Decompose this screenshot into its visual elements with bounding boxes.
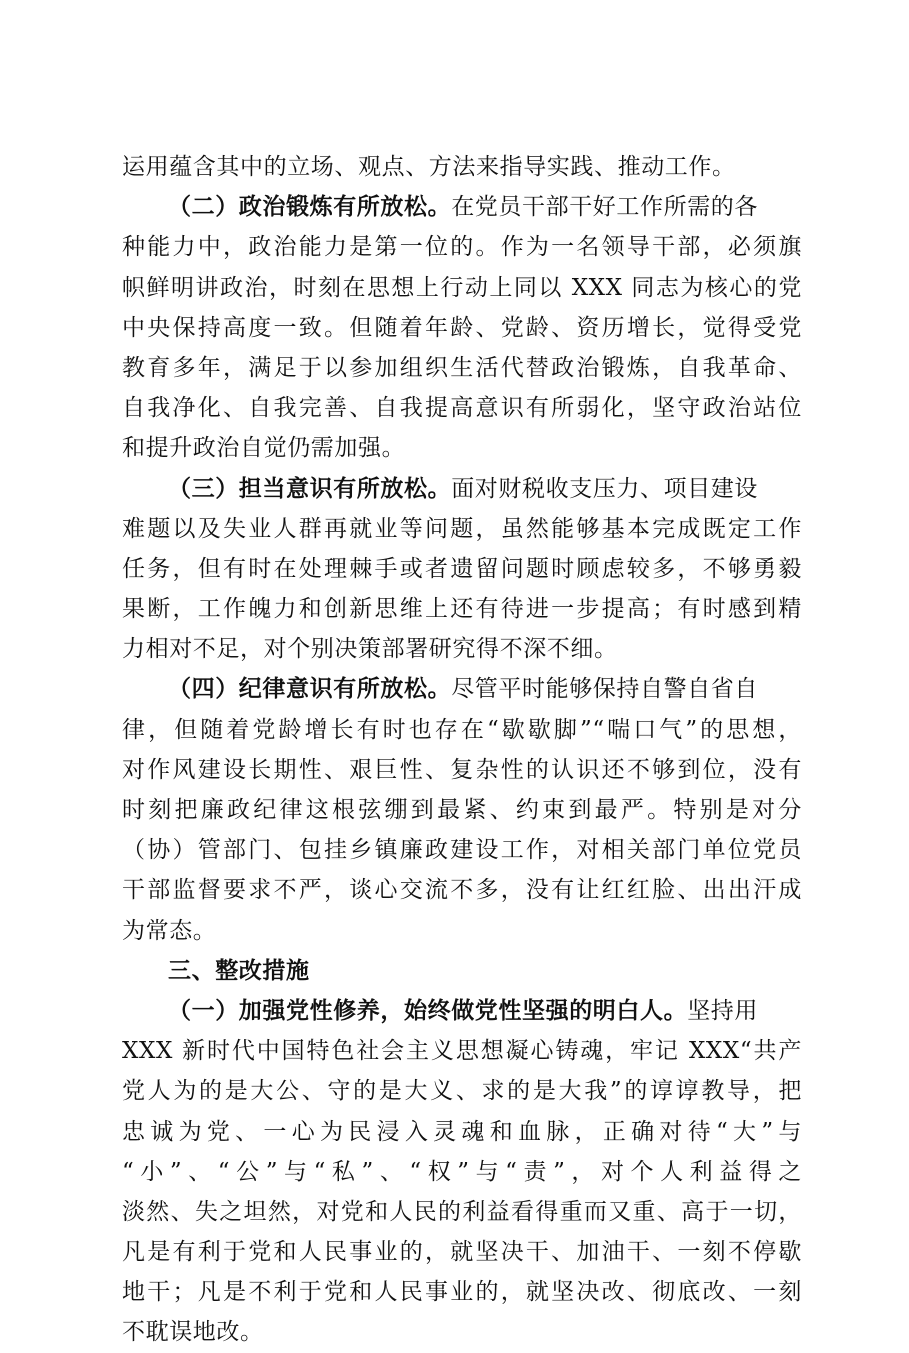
text-line: [122, 669, 802, 709]
text-line: 地干；凡是不利于党和人民事业的，就坚决改、彻底改、一刻: [122, 1279, 802, 1306]
text-line: 难题以及失业人群再就业等问题，虽然能够基本完成既定工作: [122, 515, 802, 542]
text-line: 教育多年，满足于以参加组织生活代替政治锻炼，自我革命、: [122, 354, 802, 381]
section-heading-text: 三、整改措施: [168, 957, 310, 984]
text-line: 中央保持高度一致。但随着年龄、党龄、资历增长，觉得受党: [122, 314, 802, 341]
paragraph-lead: （三）担当意识有所放松。: [168, 475, 452, 502]
text-line: [122, 469, 802, 509]
text-line: 力相对不足，对个别决策部署研究得不深不细。: [122, 636, 618, 663]
text-line: 干部监督要求不严，谈心交流不多，没有让红红脸、出出汗成: [122, 877, 802, 904]
text-line: “小”、“公”与“私”、“权”与“责”，对个人利益得之: [122, 1158, 802, 1185]
text-line: 党人为的是大公、守的是大义、求的是大我”的谆谆教导，把: [122, 1078, 802, 1105]
text-line: 果断，工作魄力和创新思维上还有待进一步提高；有时感到精: [122, 596, 802, 623]
text-line: 淡然、失之坦然，对党和人民的利益看得重而又重、高于一切，: [122, 1198, 802, 1225]
paragraph-lead: （一）加强党性修养，始终做党性坚强的明白人。: [168, 997, 688, 1024]
section-heading: [122, 951, 802, 991]
document-body: [122, 147, 802, 1353]
text-line: 自我净化、自我完善、自我提高意识有所弱化，坚守政治站位: [122, 395, 802, 422]
text-line: 时刻把廉政纪律这根弦绷到最紧、约束到最严。特别是对分: [122, 797, 802, 823]
text-line: 凡是有利于党和人民事业的，就坚决干、加油干、一刻不停歇: [122, 1239, 802, 1266]
text-line: 帜鲜明讲政治，时刻在思想上行动上同以 XXX 同志为核心的党: [122, 274, 802, 301]
text-line: 律，但随着党龄增长有时也存在“歇歇脚”“喘口气”的思想，: [122, 716, 802, 743]
text-run: 面对财税收支压力、项目建设: [451, 475, 759, 502]
paragraph-party-spirit: [122, 991, 802, 1353]
text-line: 为常态。: [122, 917, 217, 944]
text-line: 和提升政治自觉仍需加强。: [122, 435, 406, 462]
text-line: [122, 991, 802, 1031]
paragraph-lead: （二）政治锻炼有所放松。: [168, 194, 452, 221]
text-line: （协）管部门、包挂乡镇廉政建设工作，对相关部门单位党员: [122, 837, 802, 864]
paragraph-responsibility: [122, 469, 802, 670]
paragraph-political-training: [122, 187, 802, 468]
text-line: [122, 187, 802, 227]
text-line: 忠诚为党、一心为民浸入灵魂和血脉，正确对待“大”与: [122, 1118, 802, 1145]
text-run: 在党员干部干好工作所需的各: [451, 194, 759, 221]
text-line: 不耽误地改。: [122, 1319, 264, 1346]
text-line: 任务，但有时在处理棘手或者遗留问题时顾虑较多，不够勇毅: [122, 555, 802, 582]
text-line: XXX 新时代中国特色社会主义思想凝心铸魂，牢记 XXX“共产: [122, 1038, 802, 1065]
paragraph-discipline: [122, 669, 802, 950]
paragraph-lead: （四）纪律意识有所放松。: [168, 676, 452, 703]
text-line: 对作风建设长期性、艰巨性、复杂性的认识还不够到位，没有: [122, 756, 802, 783]
text-line: 种能力中，政治能力是第一位的。作为一名领导干部，必须旗: [122, 234, 802, 261]
text-run: 尽管平时能够保持自警自省自: [451, 676, 759, 703]
text-run: 坚持用: [687, 997, 759, 1024]
paragraph-continuation: [122, 147, 802, 187]
text-line: 运用蕴含其中的立场、观点、方法来指导实践、推动工作。: [122, 154, 736, 180]
